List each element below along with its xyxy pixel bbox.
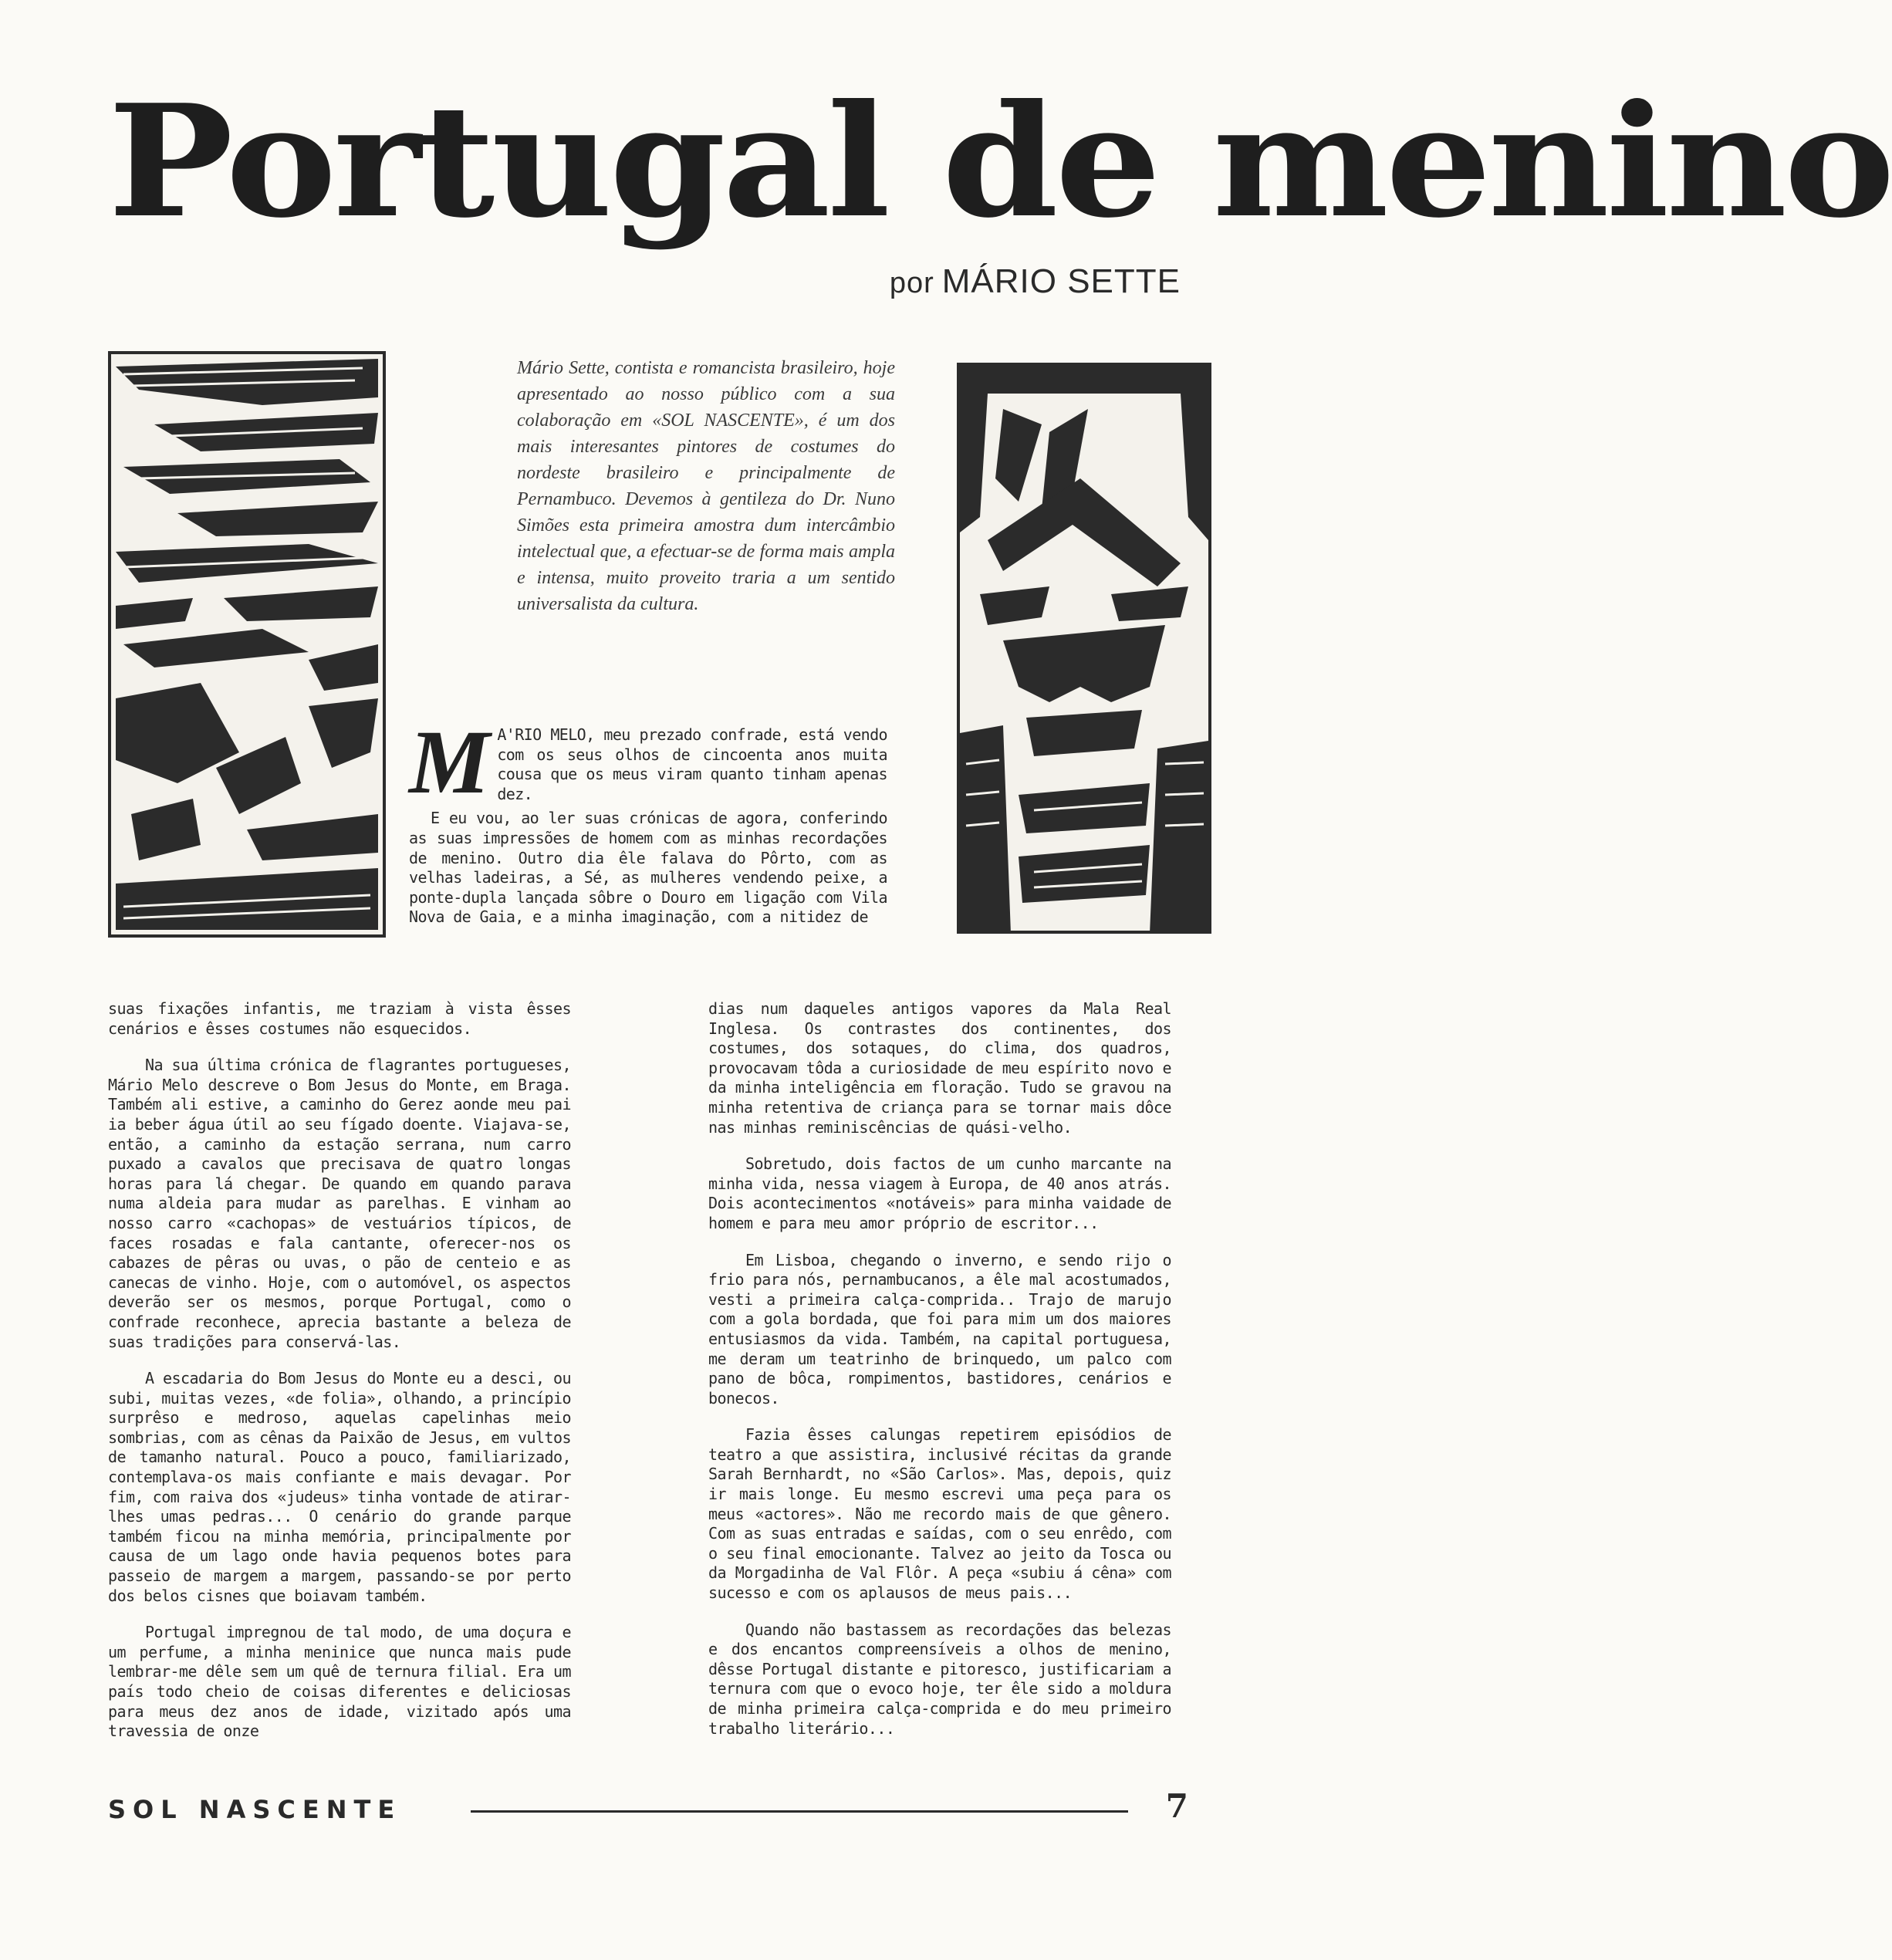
- drop-cap: M: [409, 711, 490, 813]
- author-name: MÁRIO SETTE: [941, 262, 1181, 300]
- body-paragraph: Sobretudo, dois factos de um cunho marcante na minha vida, nessa viagem à Europa, de 40 anos atrás. Dois acontecimentos «notáveis» para minha vaidade de homem e para meu amor próprio de escritor...: [708, 1154, 1171, 1232]
- page-footer: [108, 1787, 1188, 1830]
- lead-paragraph-2: E eu vou, ao ler suas crónicas de agora, conferindo as suas impressões de homem com as minhas recordações de menino. Outro dia êle falava do Pôrto, com as velhas ladeiras, a Sé, as mulheres vendendo peixe, a ponte-dupla lançada sôbre o Douro em ligação com Vila Nova de Gaia, e a minha imaginação, com a nitidez de: [409, 809, 887, 927]
- body-column-left: [108, 999, 571, 1759]
- body-paragraph: Quando não bastassem as recordações das belezas e dos encantos compreensíveis a olhos de menino, dêsse Portugal distante e pitoresco, justificariam a ternura com que o evoco hoje, ter êle sido a moldura de minha primeira calça-comprida e do meu primeiro trabalho literário...: [708, 1620, 1171, 1738]
- footer-rule: [471, 1810, 1128, 1813]
- body-column-right: [708, 999, 1171, 1756]
- publication-name: SOL NASCENTE: [108, 1795, 402, 1824]
- body-paragraph: Na sua última crónica de flagrantes portugueses, Mário Melo descreve o Bom Jesus do Monte, em Braga. Também ali estive, a caminho do Gerez aonde meu pai ia beber água útil ao seu fígado doente. Viajava-se, então, a caminho da estação serrana, num carro puxado a cavalos que precisava de quatro longas horas para lá chegar. De quando em quando parava numa aldeia para mudar as parelhas. E vinham ao nosso carro «cachopas» de vestuários típicos, de faces rosadas e fala cantante, oferecer-nos os cabazes de pêras ou uvas, o pão de centeio e as canecas de vinho. Hoje, com o automóvel, os aspectos deverão ser os mesmos, porque Portugal, como o confrade reconhece, aprecia bastante a beleza de suas tradições para conservá-las.: [108, 1056, 571, 1351]
- article-title: Portugal de menino: [108, 71, 1892, 252]
- woodcut-illustration-left: [108, 351, 386, 938]
- byline: [849, 262, 1181, 301]
- body-paragraph: Em Lisboa, chegando o inverno, e sendo rijo o frio para nós, pernambucanos, a êle mal acostumados, vesti a primeira calça-comprida.. Trajo de marujo com a gola bordada, que foi para mim um dos maiores entusiasmos da vida. Também, na capital portuguesa, me deram um teatrinho de brinquedo, um palco com pano de bôca, rompimentos, bastidores, cenários e bonecos.: [708, 1250, 1171, 1407]
- lead-section: [409, 711, 887, 932]
- body-paragraph: suas fixações infantis, me traziam à vista êsses cenários e êsses costumes não esquecidos.: [108, 999, 571, 1038]
- page-number: 7: [1165, 1787, 1188, 1825]
- body-paragraph: Fazia êsses calungas repetirem episódios de teatro a que assistira, inclusivé récitas da grande Sarah Bernhardt, no «São Carlos». Mas, depois, quiz ir mais longe. Eu mesmo escrevi uma peça para os meus «actores». Não me recordo mais de que gênero. Com as suas entradas e saídas, com o seu enrêdo, com o seu final emocionante. Talvez ao jeito da Tosca ou da Morgadinha de Val Flôr. A peça «subiu á cêna» com sucesso e com os aplausos de meus pais...: [708, 1425, 1171, 1603]
- woodcut-illustration-right: [957, 363, 1211, 934]
- body-paragraph: Portugal impregnou de tal modo, de uma doçura e um perfume, a minha meninice que nunca mais pude lembrar-me dêle sem um quê de ternura filial. Era um país todo cheio de coisas diferentes e deliciosas para meus dez anos de idade, vizitado após uma travessia de onze: [108, 1623, 571, 1741]
- byline-prefix: por: [889, 267, 934, 299]
- body-paragraph: A escadaria do Bom Jesus do Monte eu a desci, ou subi, muitas vezes, «de folia», olhando, a princípio surprêso e medroso, aquelas capelinhas meio sombrias, com as cênas da Paixão de Jesus, em vultos de tamanho natural. Pouco a pouco, familiarizado, contemplava-os mais confiante e mais devagar. Por fim, com raiva dos «judeus» tinha vontade de atirar-lhes umas pedras... O cenário do grande parque também ficou na minha memória, principalmente por causa de um lago onde havia pequenos botes para passeio de margem a margem, passando-se por perto dos belos cisnes que boiavam também.: [108, 1369, 571, 1605]
- intro-paragraph: Mário Sette, contista e romancista brasileiro, hoje apresentado ao nosso público com a sua colaboração em «SOL NASCENTE», é um dos mais interesantes pintores de costumes do nordeste brasileiro e principalmente de Pernambuco. Devemos à gentileza do Dr. Nuno Simões esta primeira amostra dum intercâmbio intelectual que, a efectuar-se de forma mais ampla e intensa, muito proveito traria a um sentido universalista da cultura.: [517, 358, 895, 614]
- lead-paragraph-1: A'RIO MELO, meu prezado confrade, está vendo com os seus olhos de cincoenta anos muita cousa que os meus viram quanto tinham apenas dez.: [497, 725, 887, 803]
- body-paragraph: dias num daqueles antigos vapores da Mala Real Inglesa. Os contrastes dos continentes, dos costumes, dos sotaques, do clima, dos quadros, provocavam tôda a curiosidade de meu espírito novo e da minha inteligência em floração. Tudo se gravou na minha retentiva de criança para se tornar mais dôce nas minhas reminiscências de quási-velho.: [708, 999, 1171, 1137]
